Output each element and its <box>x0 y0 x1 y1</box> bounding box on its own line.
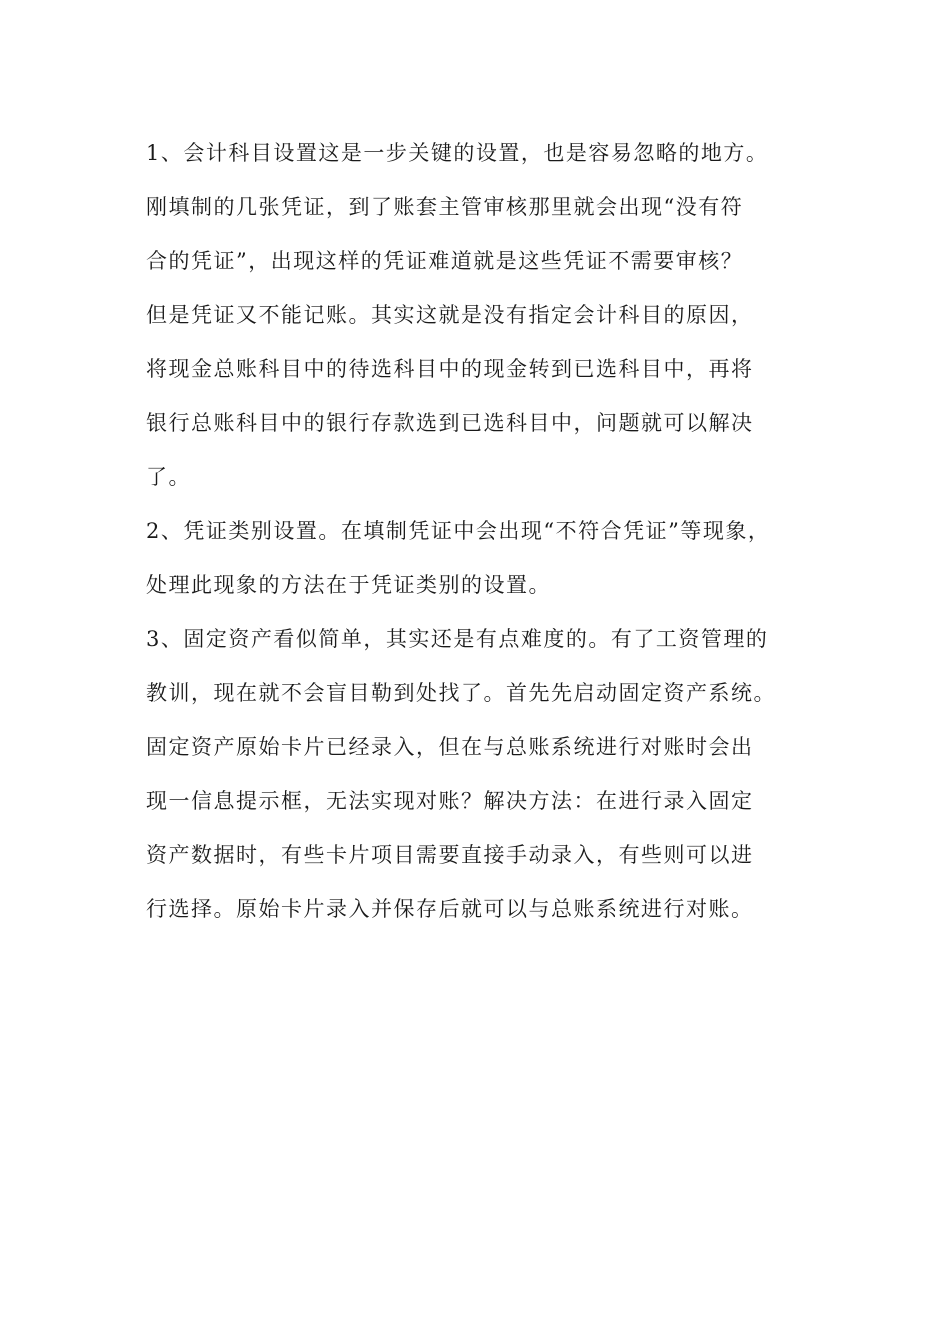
text-line: 3、固定资产看似简单，其实还是有点难度的。有了工资管理的 <box>146 627 769 651</box>
text-line: 了。 <box>146 465 191 489</box>
text-line: 固定资产原始卡片已经录入，但在与总账系统进行对账时会出 <box>146 735 754 759</box>
text-line: 将现金总账科目中的待选科目中的现金转到已选科目中，再将 <box>146 357 754 381</box>
text-line: 2、凭证类别设置。在填制凭证中会出现“不符合凭证”等现象， <box>146 519 771 543</box>
text-line: 但是凭证又不能记账。其实这就是没有指定会计科目的原因， <box>146 303 754 327</box>
text-line: 合的凭证”，出现这样的凭证难道就是这些凭证不需要审核？ <box>146 249 744 273</box>
text-line: 教训，现在就不会盲目勒到处找了。首先先启动固定资产系统。 <box>146 681 776 705</box>
text-line: 处理此现象的方法在于凭证类别的设置。 <box>146 573 551 597</box>
text-line: 刚填制的几张凭证，到了账套主管审核那里就会出现“没有符 <box>146 195 744 219</box>
text-line: 现一信息提示框，无法实现对账？解决方法：在进行录入固定 <box>146 789 754 813</box>
text-line: 行选择。原始卡片录入并保存后就可以与总账系统进行对账。 <box>146 897 754 921</box>
document-body <box>146 126 836 936</box>
text-line: 资产数据时，有些卡片项目需要直接手动录入，有些则可以进 <box>146 843 754 867</box>
text-line: 1、会计科目设置这是一步关键的设置，也是容易忽略的地方。 <box>146 141 769 165</box>
text-line: 银行总账科目中的银行存款选到已选科目中，问题就可以解决 <box>146 411 754 435</box>
